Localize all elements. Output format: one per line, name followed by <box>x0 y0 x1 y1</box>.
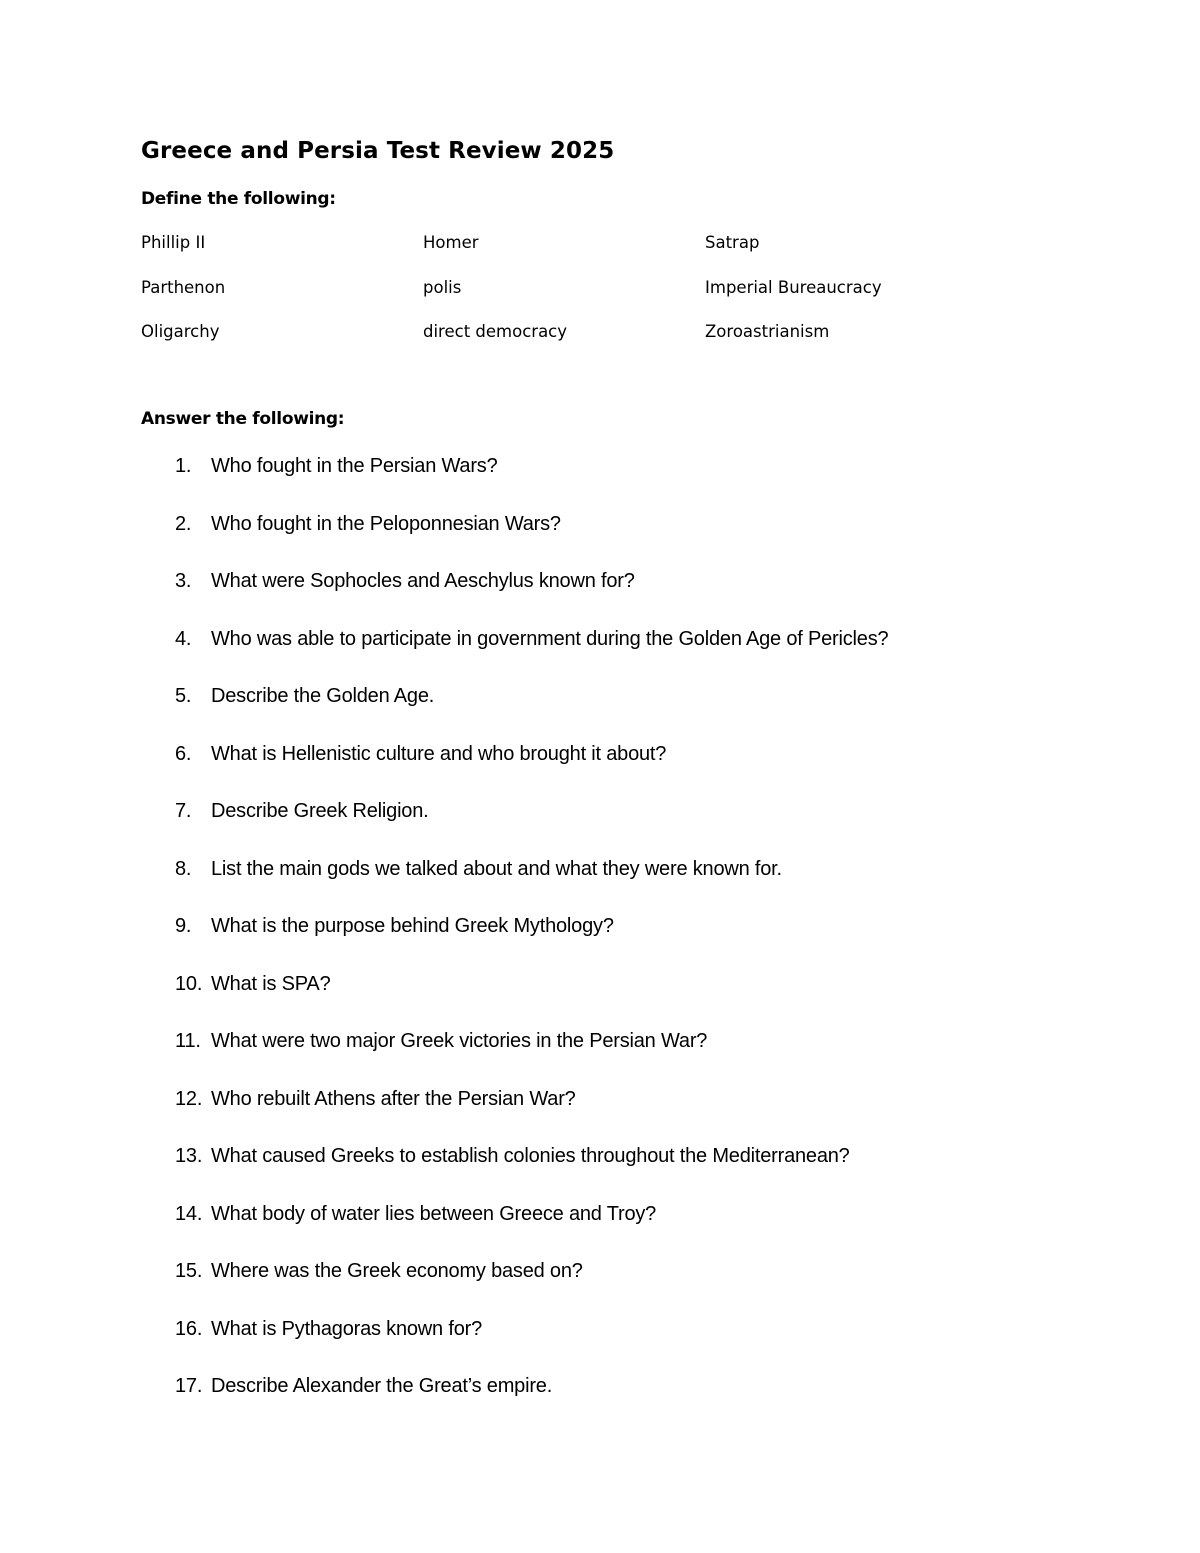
question-text: What is Hellenistic culture and who brought it about? <box>211 742 667 765</box>
question-text: Who fought in the Peloponnesian Wars? <box>211 512 561 535</box>
question-item <box>0 513 1200 571</box>
question-text: Describe the Golden Age. <box>211 685 435 707</box>
question-number: 10. <box>175 972 203 995</box>
question-number: 13. <box>175 1145 203 1167</box>
question-number: 7. <box>175 800 192 822</box>
terms-row <box>141 233 1041 278</box>
question-item <box>0 743 1200 801</box>
question-text: What body of water lies between Greece and Troy? <box>211 1202 657 1225</box>
question-text: Where was the Greek economy based on? <box>211 1260 583 1282</box>
question-number: 1. <box>175 455 192 477</box>
question-item <box>0 800 1200 858</box>
question-number: 3. <box>175 570 192 592</box>
question-text: Describe Alexander the Great’s empire. <box>211 1375 553 1397</box>
document-title: Greece and Persia Test Review 2025 <box>141 138 615 164</box>
term: Satrap <box>705 233 760 252</box>
question-number: 17. <box>175 1375 203 1397</box>
term: Parthenon <box>141 277 226 297</box>
question-item <box>0 570 1200 628</box>
questions-list <box>0 455 1200 1433</box>
question-item <box>0 1260 1200 1318</box>
question-number: 15. <box>175 1260 203 1282</box>
question-number: 6. <box>175 742 192 765</box>
question-number: 11. <box>175 1030 201 1052</box>
term: Imperial Bureaucracy <box>705 277 882 297</box>
question-text: Who rebuilt Athens after the Persian War? <box>211 1087 576 1110</box>
question-text: Who was able to participate in government during the Golden Age of Pericles? <box>211 627 889 650</box>
question-number: 12. <box>175 1087 203 1110</box>
question-number: 8. <box>175 857 192 880</box>
terms-row <box>141 278 1041 323</box>
term: Oligarchy <box>141 322 220 341</box>
question-text: What caused Greeks to establish colonies throughout the Mediterranean? <box>211 1145 850 1167</box>
term: polis <box>423 277 462 297</box>
question-item <box>0 1375 1200 1433</box>
question-item <box>0 1030 1200 1088</box>
define-heading: Define the following: <box>141 189 336 209</box>
question-number: 14. <box>175 1202 203 1225</box>
question-number: 5. <box>175 685 192 707</box>
question-number: 4. <box>175 627 192 650</box>
term: direct democracy <box>423 322 568 341</box>
question-item <box>0 1318 1200 1376</box>
terms-grid <box>141 233 1041 367</box>
question-number: 9. <box>175 915 192 937</box>
question-number: 2. <box>175 512 192 535</box>
term: Homer <box>423 233 479 252</box>
question-item <box>0 973 1200 1031</box>
terms-row <box>141 322 1041 367</box>
question-number: 16. <box>175 1317 203 1340</box>
question-item <box>0 915 1200 973</box>
question-text: What were Sophocles and Aeschylus known for? <box>211 570 635 592</box>
question-item <box>0 1088 1200 1146</box>
question-item <box>0 1203 1200 1261</box>
question-text: What is SPA? <box>211 972 331 995</box>
question-item <box>0 685 1200 743</box>
term: Zoroastrianism <box>705 322 830 341</box>
term: Phillip II <box>141 233 206 252</box>
answer-heading: Answer the following: <box>141 409 345 429</box>
question-text: What is the purpose behind Greek Mythology? <box>211 915 614 937</box>
question-item <box>0 455 1200 513</box>
question-text: Describe Greek Religion. <box>211 800 429 822</box>
question-text: List the main gods we talked about and what they were known for. <box>211 857 782 880</box>
question-item <box>0 628 1200 686</box>
question-text: Who fought in the Persian Wars? <box>211 455 498 477</box>
question-item <box>0 1145 1200 1203</box>
question-text: What is Pythagoras known for? <box>211 1317 482 1340</box>
question-text: What were two major Greek victories in the Persian War? <box>211 1030 708 1052</box>
question-item <box>0 858 1200 916</box>
